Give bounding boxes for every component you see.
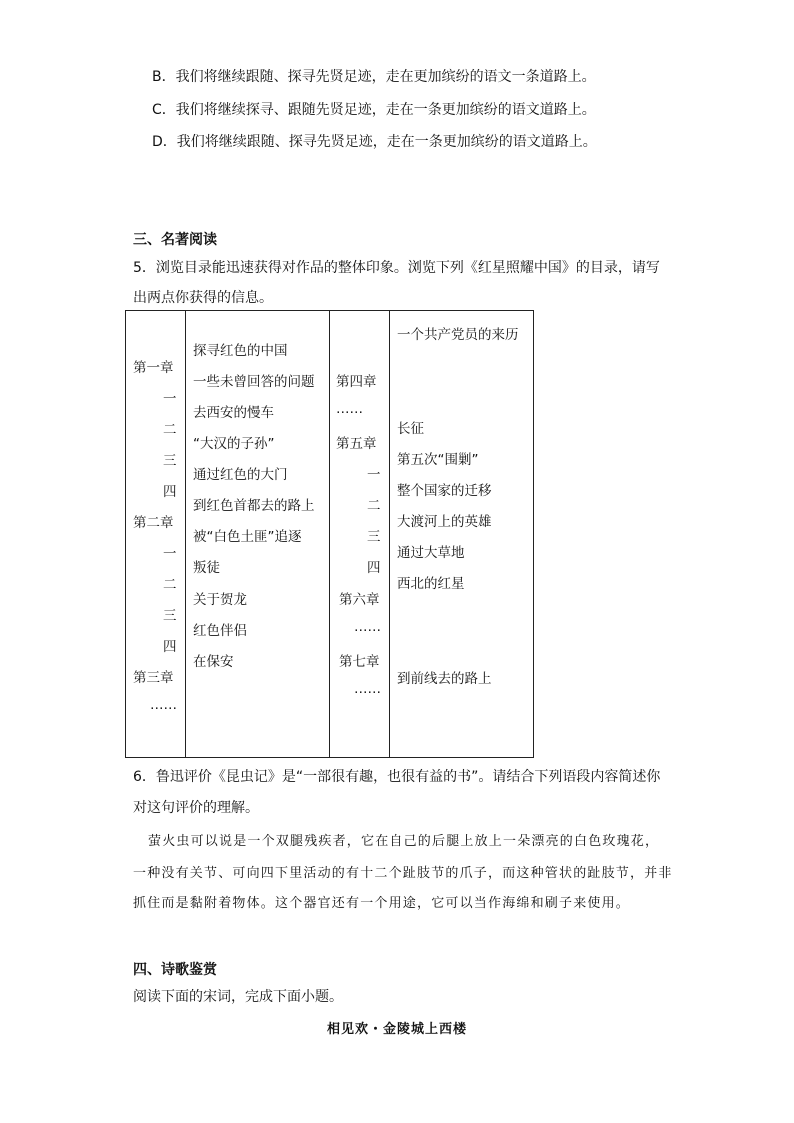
toc-number: 一 [163, 546, 177, 562]
toc-title: 关于贺龙 [193, 592, 247, 608]
section-title-4: 四、诗歌鉴赏 [133, 962, 217, 978]
toc-ellipsis: …… [150, 697, 177, 713]
toc-ellipsis: …… [354, 681, 381, 697]
section-title-3: 三、名著阅读 [133, 232, 217, 248]
question-6-line-1: 6．鲁迅评价《昆虫记》是“一部很有趣，也很有益的书”。请结合下列语段内容简述你 [133, 769, 661, 785]
toc-number: 三 [367, 529, 381, 545]
quote-line-1: 萤火虫可以说是一个双腿残疾者，它在自己的后腿上放上一朵漂亮的白色玫瑰花， [148, 834, 660, 849]
section-4-intro: 阅读下面的宋词，完成下面小题。 [133, 989, 343, 1005]
table-divider [185, 311, 186, 757]
toc-number: 三 [163, 608, 177, 624]
toc-title: 在保安 [193, 654, 234, 670]
toc-chapter: 第一章 [133, 360, 174, 376]
toc-title: 被“白色土匪”追逐 [193, 529, 302, 545]
toc-title: 长征 [397, 421, 424, 437]
toc-chapter: 第五章 [336, 436, 377, 452]
question-5-line-2: 出两点你获得的信息。 [133, 290, 273, 306]
toc-number: 四 [367, 560, 381, 576]
poem-title: 相见欢・金陵城上西楼 [326, 1022, 467, 1037]
toc-title: 一个共产党员的来历 [397, 327, 519, 343]
option-b: B．我们将继续跟随、探寻先贤足迹，走在更加缤纷的语文一条道路上。 [152, 69, 596, 85]
quote-line-3: 抓住而是黏附着物体。这个器官还有一个用途，它可以当作海绵和刷子来使用。 [133, 896, 631, 911]
toc-title: “大汉的子孙” [193, 436, 275, 452]
toc-title: 通过大草地 [397, 545, 465, 561]
option-d: D．我们将继续跟随、探寻先贤足迹，走在一条更加缤纷的语文道路上。 [152, 134, 597, 150]
option-c: C．我们将继续探寻、跟随先贤足迹，走在一条更加缤纷的语文道路上。 [152, 102, 596, 118]
quote-line-2: 一种没有关节、可向四下里活动的有十二个趾肢节的爪子，而这种管状的趾肢节，并非 [133, 866, 673, 881]
toc-title: 一些未曾回答的问题 [193, 374, 315, 390]
toc-ellipsis: …… [354, 619, 381, 635]
toc-number: 二 [163, 577, 177, 593]
toc-number: 四 [163, 639, 177, 655]
toc-title: 大渡河上的英雄 [397, 514, 492, 530]
toc-chapter: 第六章 [339, 592, 380, 608]
toc-title: 探寻红色的中国 [193, 343, 288, 359]
toc-title: 整个国家的迁移 [397, 483, 492, 499]
question-6-line-2: 对这句评价的理解。 [133, 800, 259, 816]
toc-chapter: 第四章 [336, 374, 377, 390]
toc-chapter: 第七章 [339, 654, 380, 670]
toc-number: 二 [163, 422, 177, 438]
toc-chapter: 第二章 [133, 515, 174, 531]
toc-title: 到红色首都去的路上 [193, 498, 315, 514]
toc-title: 西北的红星 [397, 576, 465, 592]
toc-number: 四 [163, 484, 177, 500]
toc-table [125, 310, 534, 758]
toc-number: 一 [163, 391, 177, 407]
toc-title: 通过红色的大门 [193, 467, 288, 483]
table-divider [329, 311, 330, 757]
toc-ellipsis: …… [336, 401, 363, 417]
table-divider [389, 311, 390, 757]
toc-title: 第五次“围剿” [397, 452, 479, 468]
toc-chapter: 第三章 [133, 670, 174, 686]
toc-title: 去西安的慢车 [193, 405, 274, 421]
toc-number: 一 [367, 467, 381, 483]
toc-title: 叛徒 [193, 560, 220, 576]
toc-number: 二 [367, 498, 381, 514]
toc-title: 到前线去的路上 [397, 671, 492, 687]
toc-title: 红色伴侣 [193, 623, 247, 639]
toc-number: 三 [163, 453, 177, 469]
question-5-line-1: 5．浏览目录能迅速获得对作品的整体印象。浏览下列《红星照耀中国》的目录，请写 [133, 260, 660, 276]
